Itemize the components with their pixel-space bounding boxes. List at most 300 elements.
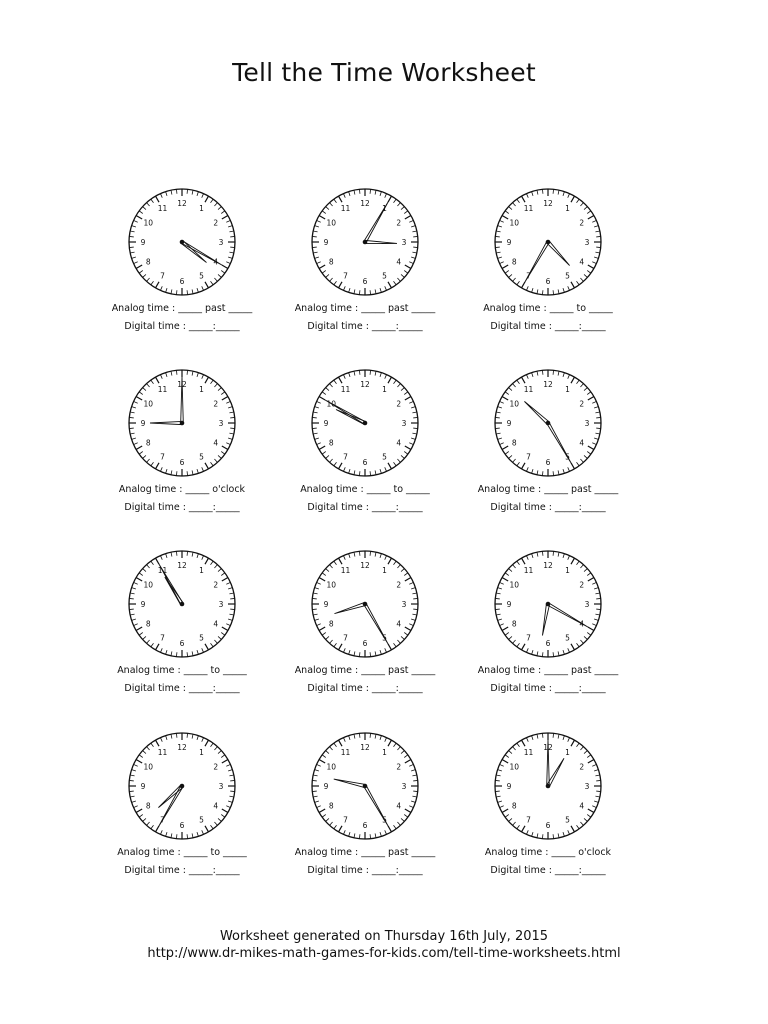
hour-tick — [319, 760, 325, 764]
clock-numeral: 6 — [362, 820, 368, 830]
clock-numeral: 2 — [579, 399, 585, 409]
minute-tick — [192, 552, 193, 556]
clock-numeral: 11 — [340, 748, 351, 758]
clock-numeral: 1 — [565, 748, 570, 758]
minute-tick — [505, 211, 509, 214]
minute-tick — [143, 455, 146, 458]
hour-tick — [319, 809, 325, 813]
minute-tick — [558, 552, 559, 556]
hour-tick — [571, 463, 575, 469]
minute-tick — [330, 822, 333, 825]
minute-tick — [584, 751, 587, 754]
clock-numeral: 6 — [545, 457, 551, 467]
clock-numeral: 1 — [382, 385, 387, 395]
clock-numeral: 8 — [328, 619, 334, 629]
clock-numeral: 3 — [401, 237, 407, 247]
hour-tick — [136, 265, 142, 269]
minute-tick — [229, 796, 233, 797]
minute-tick — [592, 220, 596, 222]
minute-tick — [151, 743, 154, 747]
analog-clock — [493, 187, 603, 297]
clock-numeral: 12 — [360, 742, 370, 752]
minute-tick — [509, 274, 512, 277]
clock-item — [458, 187, 638, 357]
minute-tick — [397, 747, 400, 750]
minute-tick — [537, 371, 538, 375]
clock-numeral: 8 — [145, 801, 151, 811]
minute-tick — [130, 231, 134, 232]
minute-tick — [326, 207, 329, 210]
hour-tick — [136, 216, 142, 220]
clock-numeral: 5 — [565, 271, 570, 281]
analog-time-prompt: Analog time : _____ o'clock — [484, 847, 612, 858]
minute-tick — [228, 407, 232, 408]
minute-tick — [192, 470, 193, 474]
clock-numeral: 10 — [326, 580, 337, 590]
digital-time-prompt: Digital time : _____:_____ — [490, 683, 606, 694]
hour-tick — [588, 216, 594, 220]
minute-tick — [134, 582, 138, 584]
minute-tick — [401, 455, 404, 458]
clock-numeral: 1 — [382, 748, 387, 758]
minute-tick — [498, 407, 502, 408]
minute-tick — [385, 830, 387, 834]
minute-tick — [537, 734, 538, 738]
hour-tick — [319, 265, 325, 269]
source-url[interactable]: http://www.dr-mikes-math-games-for-kids.com/tell-time-worksheets.html — [147, 946, 621, 961]
analog-time-prompt: Analog time : _____ past _____ — [294, 303, 436, 314]
hour-tick — [156, 196, 160, 202]
hour-tick — [588, 265, 594, 269]
minute-tick — [202, 556, 204, 560]
minute-tick — [517, 462, 520, 466]
minute-tick — [313, 412, 317, 413]
minute-tick — [517, 743, 520, 747]
minute-tick — [532, 736, 533, 740]
minute-tick — [584, 207, 587, 210]
clock-numeral: 4 — [396, 257, 402, 267]
minute-tick — [322, 815, 326, 818]
minute-tick — [139, 452, 143, 455]
minute-tick — [595, 593, 599, 594]
minute-tick — [132, 226, 136, 227]
clock-numeral: 2 — [579, 580, 585, 590]
clock-item — [92, 368, 272, 538]
clock-numeral: 4 — [396, 801, 402, 811]
clock-numeral: 9 — [323, 237, 329, 247]
minute-tick — [143, 274, 146, 277]
minute-tick — [584, 455, 587, 458]
hour-tick — [588, 809, 594, 813]
minute-tick — [505, 633, 509, 636]
clock-numeral: 10 — [326, 762, 337, 772]
clock-numeral: 10 — [143, 399, 154, 409]
hour-tick — [388, 558, 392, 564]
minute-tick — [313, 614, 317, 615]
clock-numeral: 5 — [199, 815, 204, 825]
clock-numeral: 6 — [545, 820, 551, 830]
minute-tick — [315, 588, 319, 589]
minute-tick — [228, 770, 232, 771]
minute-tick — [411, 619, 415, 620]
minute-tick — [160, 375, 162, 379]
clock-numeral: 3 — [401, 599, 407, 609]
minute-tick — [594, 801, 598, 802]
minute-tick — [401, 569, 404, 572]
clock-numeral: 2 — [396, 399, 402, 409]
minute-tick — [509, 388, 512, 391]
minute-tick — [595, 614, 599, 615]
clock-numeral: 8 — [328, 438, 334, 448]
hour-hand — [524, 401, 549, 424]
minute-tick — [509, 569, 512, 572]
minute-tick — [313, 775, 317, 776]
hour-tick — [502, 809, 508, 813]
center-pin — [363, 784, 368, 789]
minute-tick — [130, 614, 134, 615]
clock-numeral: 12 — [360, 560, 370, 570]
clock-numeral: 7 — [160, 452, 165, 462]
minute-tick — [498, 226, 502, 227]
hour-tick — [522, 282, 526, 288]
minute-tick — [404, 271, 408, 274]
clock-numeral: 5 — [565, 633, 570, 643]
minute-tick — [317, 443, 321, 445]
minute-tick — [577, 380, 580, 384]
minute-tick — [147, 640, 150, 643]
analog-time-prompt: Analog time : _____ to _____ — [483, 303, 613, 314]
hour-tick — [571, 377, 575, 383]
minute-tick — [595, 796, 599, 797]
minute-tick — [330, 747, 333, 750]
minute-tick — [343, 556, 345, 560]
minute-tick — [334, 643, 337, 647]
clock-numeral: 5 — [565, 452, 570, 462]
minute-tick — [326, 274, 329, 277]
hour-tick — [205, 558, 209, 564]
clock-numeral: 11 — [523, 385, 534, 395]
analog-time-prompt: Analog time : _____ past _____ — [111, 303, 253, 314]
minute-tick — [577, 643, 580, 647]
minute-tick — [568, 556, 570, 560]
minute-tick — [317, 262, 321, 264]
hour-hand — [334, 602, 365, 613]
minute-tick — [315, 619, 319, 620]
minute-tick — [197, 192, 198, 196]
minute-tick — [526, 738, 528, 742]
hour-tick — [156, 377, 160, 383]
minute-tick — [130, 593, 134, 594]
minute-tick — [500, 262, 504, 264]
clock-numeral: 10 — [143, 762, 154, 772]
hour-tick — [136, 760, 142, 764]
analog-time-prompt: Analog time : _____ to _____ — [117, 847, 247, 858]
clock-numeral: 12 — [543, 198, 553, 208]
minute-tick — [315, 407, 319, 408]
minute-tick — [587, 633, 591, 636]
minute-hand — [364, 202, 388, 242]
minute-tick — [577, 462, 580, 466]
minute-tick — [526, 467, 528, 471]
clock-numeral: 12 — [177, 742, 187, 752]
minute-tick — [498, 438, 502, 439]
minute-tick — [226, 764, 230, 766]
minute-tick — [404, 211, 408, 214]
digital-time-prompt: Digital time : _____:_____ — [307, 321, 423, 332]
minute-tick — [500, 624, 504, 626]
minute-tick — [322, 271, 326, 274]
hour-tick — [522, 644, 526, 650]
hour-tick — [588, 578, 594, 582]
hour-tick — [388, 463, 392, 469]
minute-tick — [132, 407, 136, 408]
minute-tick — [229, 614, 233, 615]
hour-tick — [205, 377, 209, 383]
minute-tick — [563, 192, 564, 196]
minute-tick — [404, 755, 408, 758]
minute-tick — [394, 462, 397, 466]
minute-tick — [322, 392, 326, 395]
minute-tick — [354, 470, 355, 474]
minute-tick — [380, 736, 381, 740]
digital-time-prompt: Digital time : _____:_____ — [490, 865, 606, 876]
hour-tick — [222, 265, 228, 269]
minute-tick — [580, 278, 583, 281]
minute-tick — [500, 806, 504, 808]
minute-tick — [532, 373, 533, 377]
clock-numeral: 3 — [584, 237, 590, 247]
minute-tick — [349, 650, 350, 654]
digital-time-prompt: Digital time : _____:_____ — [307, 683, 423, 694]
analog-time-prompt: Analog time : _____ o'clock — [118, 484, 246, 495]
clock-item — [458, 549, 638, 719]
minute-tick — [498, 770, 502, 771]
hour-tick — [405, 578, 411, 582]
minute-tick — [375, 552, 376, 556]
minute-tick — [496, 231, 500, 232]
minute-tick — [132, 438, 136, 439]
hour-hand — [542, 604, 549, 636]
minute-tick — [134, 443, 138, 445]
minute-tick — [226, 582, 230, 584]
minute-tick — [409, 443, 413, 445]
hour-tick — [388, 377, 392, 383]
minute-tick — [134, 401, 138, 403]
clock-numeral: 7 — [526, 271, 531, 281]
minute-tick — [354, 552, 355, 556]
minute-tick — [496, 775, 500, 776]
hour-tick — [571, 644, 575, 650]
hour-tick — [502, 216, 508, 220]
clock-numeral: 3 — [401, 418, 407, 428]
minute-tick — [587, 815, 591, 818]
clock-numeral: 10 — [509, 580, 520, 590]
minute-tick — [404, 452, 408, 455]
minute-tick — [221, 815, 225, 818]
minute-tick — [594, 438, 598, 439]
minute-tick — [380, 192, 381, 196]
minute-tick — [139, 392, 143, 395]
minute-tick — [334, 743, 337, 747]
minute-tick — [517, 281, 520, 285]
hour-tick — [136, 578, 142, 582]
minute-tick — [500, 401, 504, 403]
minute-tick — [349, 469, 350, 473]
hour-tick — [156, 740, 160, 746]
center-pin — [180, 421, 185, 426]
minute-tick — [132, 770, 136, 771]
hour-tick — [222, 809, 228, 813]
clock-numeral: 11 — [157, 204, 168, 214]
minute-tick — [202, 286, 204, 290]
minute-tick — [160, 648, 162, 652]
clock-numeral: 10 — [143, 218, 154, 228]
minute-tick — [202, 738, 204, 742]
hour-tick — [502, 760, 508, 764]
minute-tick — [218, 818, 221, 821]
hour-tick — [205, 282, 209, 288]
clock-numeral: 5 — [199, 271, 204, 281]
minute-tick — [315, 438, 319, 439]
minute-tick — [192, 651, 193, 655]
clock-numeral: 10 — [509, 218, 520, 228]
hour-tick — [222, 627, 228, 631]
minute-tick — [228, 619, 232, 620]
minute-tick — [394, 380, 397, 384]
clock-numeral: 7 — [343, 271, 348, 281]
minute-tick — [171, 651, 172, 655]
hour-tick — [522, 463, 526, 469]
hour-tick — [339, 463, 343, 469]
minute-tick — [334, 281, 337, 285]
minute-tick — [401, 207, 404, 210]
minute-tick — [517, 380, 520, 384]
minute-tick — [394, 281, 397, 285]
minute-tick — [411, 770, 415, 771]
hour-tick — [339, 558, 343, 564]
minute-tick — [401, 636, 404, 639]
minute-tick — [397, 565, 400, 568]
analog-clock — [127, 549, 237, 659]
minute-tick — [385, 194, 387, 198]
hour-hand — [547, 241, 570, 266]
minute-tick — [380, 373, 381, 377]
minute-tick — [326, 455, 329, 458]
clock-numeral: 10 — [326, 218, 337, 228]
minute-tick — [166, 288, 167, 292]
minute-tick — [568, 467, 570, 471]
clock-numeral: 10 — [326, 399, 337, 409]
minute-tick — [375, 371, 376, 375]
minute-tick — [385, 286, 387, 290]
minute-tick — [409, 262, 413, 264]
hour-tick — [136, 809, 142, 813]
hour-tick — [571, 558, 575, 564]
minute-tick — [229, 593, 233, 594]
minute-tick — [211, 825, 214, 829]
minute-tick — [160, 556, 162, 560]
minute-tick — [526, 648, 528, 652]
clock-numeral: 1 — [199, 385, 204, 395]
minute-tick — [404, 392, 408, 395]
minute-tick — [313, 593, 317, 594]
minute-tick — [202, 467, 204, 471]
hour-hand — [150, 421, 182, 424]
minute-tick — [197, 832, 198, 836]
minute-tick — [500, 443, 504, 445]
hour-tick — [319, 627, 325, 631]
clock-numeral: 3 — [218, 237, 224, 247]
minute-tick — [580, 203, 583, 206]
minute-tick — [380, 650, 381, 654]
minute-tick — [151, 643, 154, 647]
minute-tick — [349, 192, 350, 196]
minute-tick — [537, 552, 538, 556]
generated-date: Worksheet generated on Thursday 16th July, 2015 — [219, 929, 549, 944]
minute-tick — [343, 467, 345, 471]
minute-tick — [330, 565, 333, 568]
minute-tick — [326, 388, 329, 391]
center-pin — [546, 240, 551, 245]
minute-tick — [513, 822, 516, 825]
minute-tick — [380, 554, 381, 558]
minute-tick — [130, 433, 134, 434]
minute-tick — [580, 640, 583, 643]
minute-tick — [496, 252, 500, 253]
minute-tick — [558, 651, 559, 655]
clock-numeral: 11 — [157, 748, 168, 758]
minute-tick — [397, 459, 400, 462]
minute-tick — [375, 833, 376, 837]
analog-time-prompt: Analog time : _____ past _____ — [477, 484, 619, 495]
minute-tick — [509, 455, 512, 458]
clock-numeral: 5 — [199, 633, 204, 643]
clock-numeral: 2 — [213, 762, 219, 772]
minute-tick — [214, 747, 217, 750]
minute-tick — [412, 796, 416, 797]
hour-tick — [388, 740, 392, 746]
minute-tick — [130, 252, 134, 253]
minute-tick — [595, 412, 599, 413]
hour-tick — [405, 265, 411, 269]
minute-tick — [513, 278, 516, 281]
clock-numeral: 4 — [213, 257, 219, 267]
minute-tick — [317, 220, 321, 222]
center-pin — [363, 240, 368, 245]
analog-time-prompt: Analog time : _____ to _____ — [300, 484, 430, 495]
minute-tick — [143, 207, 146, 210]
minute-tick — [354, 371, 355, 375]
minute-tick — [532, 469, 533, 473]
clock-numeral: 7 — [526, 633, 531, 643]
clock-numeral: 8 — [511, 801, 517, 811]
hour-tick — [571, 282, 575, 288]
minute-tick — [334, 825, 337, 829]
hour-tick — [156, 558, 160, 564]
minute-tick — [580, 459, 583, 462]
minute-tick — [315, 257, 319, 258]
minute-tick — [221, 633, 225, 636]
minute-tick — [343, 648, 345, 652]
minute-tick — [211, 643, 214, 647]
hour-tick — [571, 196, 575, 202]
minute-tick — [375, 734, 376, 738]
minute-tick — [330, 459, 333, 462]
minute-tick — [214, 384, 217, 387]
minute-tick — [375, 289, 376, 293]
digital-time-prompt: Digital time : _____:_____ — [490, 321, 606, 332]
minute-tick — [411, 438, 415, 439]
